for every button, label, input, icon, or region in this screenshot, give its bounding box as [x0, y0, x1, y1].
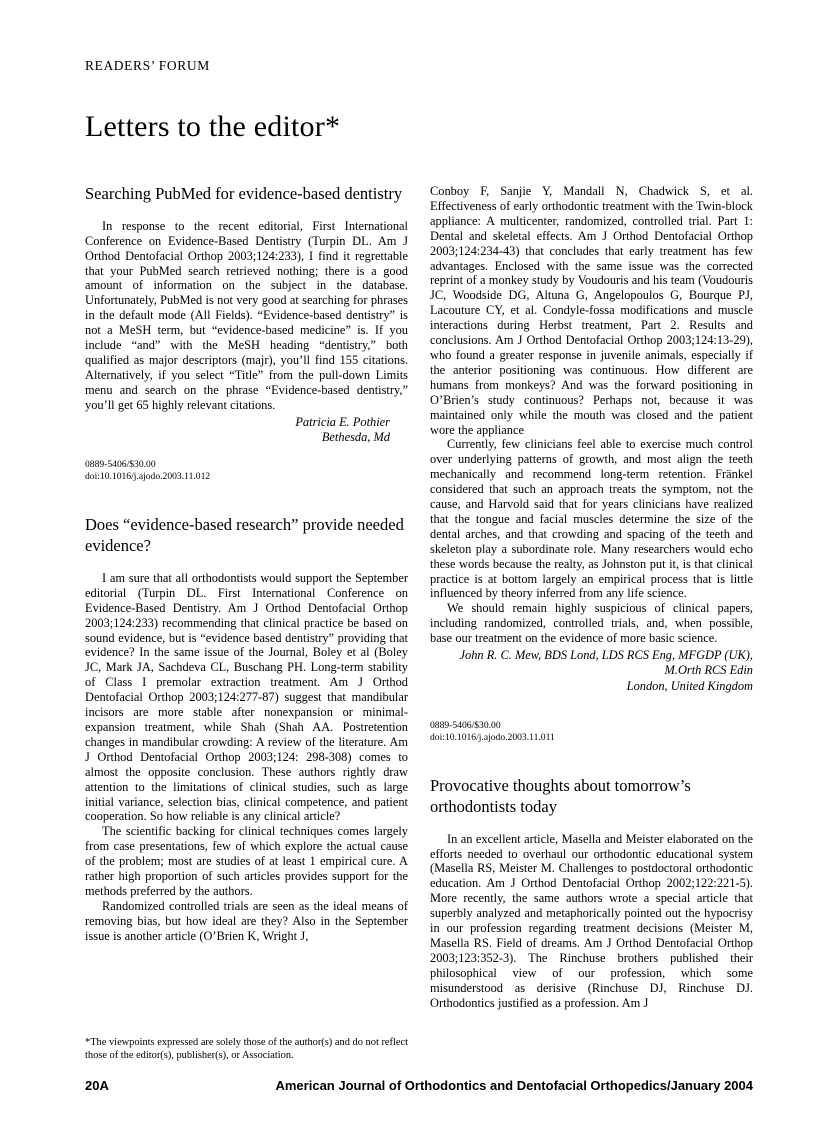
letter-evidence-paragraph: Randomized controlled trials are seen as the ideal means of removing bias, but how ideal are they? Also in the September issue is another article (O’Brien K, Wright J, — [85, 898, 408, 943]
letter-evidence-paragraph: Currently, few clinicians feel able to exercise much control over underlying patterns of growth, and most align the teeth mechanically and recommend long-term retention. Fränkel considered that such an approach treats the symptom, not the cause, and Harvold said that for years clinicians have realized that the tongue and facial muscles determine the size of the dental arches, and that crowding and spacing of the teeth and skeleton play a subordinate role. Many researchers would echo these words because the realty, as Johnston put it, is that clinical practice is at bottom largely an empirical process that is little influenced by theory inferred from any life science. — [430, 437, 753, 601]
section-kicker: READERS’ FORUM — [85, 58, 210, 73]
journal-footer-line: American Journal of Orthodontics and Dentofacial Orthopedics/January 2004 — [275, 1078, 753, 1093]
page-footer — [85, 1078, 753, 1093]
imprint-issn: 0889-5406/$30.00 — [85, 458, 156, 470]
letter-evidence-paragraph: I am sure that all orthodontists would support the September editorial (Turpin DL. First International Conference on Evidence-Based Dentistry. Am J Orthod Dentofacial Orthop 2003;124:233) recommending that clinical practice be based on sound evidence, but is “evidence based dentistry” providing that evidence? In the same issue of the Journal, Boley et al (Boley JC, Mark JA, Sachdeva CL, Buschang PH. Long-term stability of Class I premolar extraction treatment. Am J Orthod Dentofacial Orthop 2003;124:277-87) suggest that mandibular incisors are more stable after nonexpansion or minimal-expansion treatment, while Shah (Shah AA. Postretention changes in mandibular crowding: A review of the literature. Am J Orthod Dentofacial Orthop 2003;124: 298-308) comes to almost the opposite conclusion. These authors rightly draw attention to the limitations of clinical studies, such as large initial variance, selection bias, clinical competence, and patient cooperation. So how reliable is any clinical article? — [85, 570, 408, 824]
letter-pubmed-imprint — [85, 459, 408, 483]
letter-provocative-paragraph: In an excellent article, Masella and Meister elaborated on the efforts needed to overhaul our orthodontic educational system (Masella RS, Meister M. Challenges to postdoctoral orthodontic education. Am J Orthod Dentofacial Orthop 2002;122:221-5). More recently, the same authors wrote a special article that superbly analyzed and metaphorically pointed out the hypocrisy in our profession regarding treatment decisions (Meister M, Masella RS. Field of dreams. Am J Orthod Dentofacial Orthop 2003;123:352-3). The Rinchuse brothers published their philosophical view of our profession, which some misunderstood as derisive (Rinchuse DJ, Rinchuse DJ. Orthodontics justified as a profession. Am J — [430, 831, 753, 1010]
signature-author: Patricia E. Pothier — [295, 414, 390, 429]
page-title: Letters to the editor* — [85, 110, 341, 143]
right-column — [430, 184, 753, 1062]
letter-pubmed-signature — [85, 415, 408, 445]
imprint-doi: doi:10.1016/j.ajodo.2003.11.012 — [85, 471, 211, 483]
letter-evidence-paragraph-continued: Conboy F, Sanjie Y, Mandall N, Chadwick S, et al. Effectiveness of early orthodontic treatment with the Twin-block appliance: A multicenter, randomized, controlled trial. Part 1: Dental and skeletal effects. Am J Orthod Dentofacial Orthop 2003;124:234-43) that concludes that early treatment has few advantages. Enclosed with the same issue was the corrected reprint of a monkey study by Voudouris and his team (Voudouris JC, Woodside DG, Altuna G, Angelopoulos G, Bourque PJ, Lacouture CY, et al. Condyle-fossa modifications and muscle interactions during Herbst treatment, Part 2. Results and conclusions. Am J Orthod Dentofacial Orthop 2003;124:13-29), who found a greater response in juvenile animals, especially if the anterior positioning was continuous. How different are humans from monkeys? And was the forward positioning in O’Brien’s study continuous? Perhaps not, because it was maintained only while the mouth was closed and the patient wore the appliance — [430, 184, 753, 437]
letter-evidence-signature — [430, 648, 753, 694]
page-number: 20A — [85, 1078, 109, 1093]
letter-evidence-paragraph: We should remain highly suspicious of clinical papers, including randomized, controlled trials, and, when possible, base our treatment on the evidence of more basic science. — [430, 601, 753, 646]
letter-evidence-paragraph: The scientific backing for clinical techniques comes largely from case presentations, few of which explore the actual cause of the problem; most are studies of at least 1 empirical cure. A rather high proportion of such articles provides support for the methods preferred by the authors. — [85, 824, 408, 898]
signature-credentials: M.Orth RCS Edin — [664, 663, 753, 678]
letter-provocative-heading: Provocative thoughts about tomorrow’s orthodontists today — [430, 776, 691, 816]
letter-pubmed-heading: Searching PubMed for evidence-based dentistry — [85, 184, 403, 203]
imprint-doi: doi:10.1016/j.ajodo.2003.11.011 — [430, 731, 555, 743]
letter-pubmed-paragraph: In response to the recent editorial, First International Conference on Evidence-Based Dentistry (Turpin DL. Am J Orthod Dentofacial Orthop 2003;124:233), I find it regrettable that your PubMed search retrieved nothing; there is a good amount of information on the subject in the database. Unfortunately, PubMed is not very good at searching for phrases in the default mode (All Fields). “Evidence-based dentistry” is not a MeSH term, but “evidence-based medicine” is. If you include “and” with the MeSH heading “dentistry,” both qualified as major descriptors (majr), you’ll find 155 citations. Alternatively, if you select “Title” from the pull-down Limits menu and search on the phrase “Evidence-based dentistry,” you’ll get 65 highly relevant citations. — [85, 218, 408, 412]
page-footnote: *The viewpoints expressed are solely those of the author(s) and do not reflect those of the editor(s), publisher(s), or Association. — [85, 1037, 408, 1061]
signature-location: London, United Kingdom — [626, 678, 753, 693]
letter-evidence-heading: Does “evidence-based research” provide needed evidence? — [85, 515, 404, 556]
two-column-layout — [85, 184, 753, 1062]
signature-author: John R. C. Mew, BDS Lond, LDS RCS Eng, MFGDP (UK), — [459, 648, 753, 663]
letter-evidence-imprint — [430, 720, 753, 744]
signature-location: Bethesda, Md — [321, 429, 390, 444]
imprint-issn: 0889-5406/$30.00 — [430, 719, 501, 731]
left-column — [85, 184, 408, 1062]
page-content — [85, 58, 753, 1062]
